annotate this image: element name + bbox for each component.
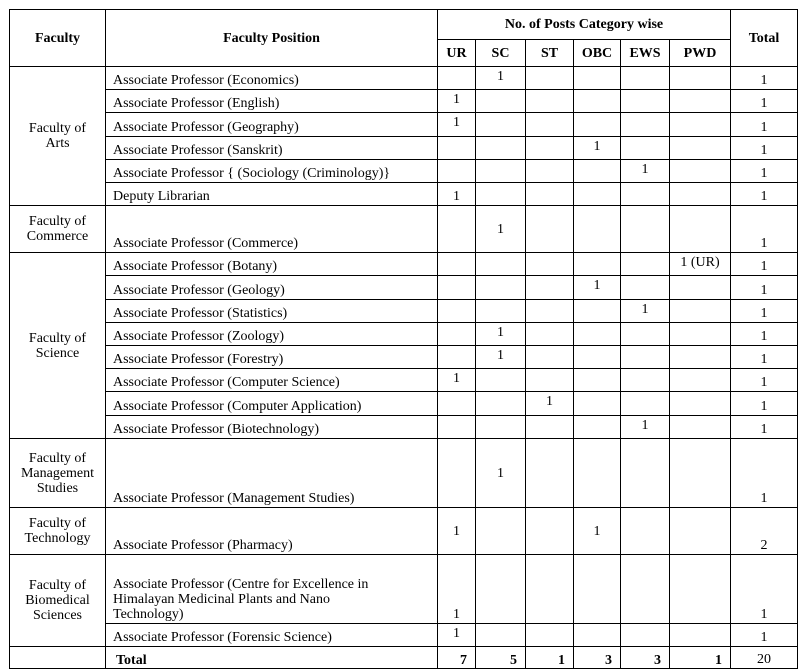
cell-total: 1 xyxy=(731,90,798,113)
cell-sc: 1 xyxy=(476,323,526,346)
cell-ur xyxy=(438,300,476,323)
cell-pwd xyxy=(670,160,731,183)
cell-obc xyxy=(574,206,621,253)
position-cell: Associate Professor (English) xyxy=(106,90,438,113)
cell-obc xyxy=(574,67,621,90)
cell-ur: 1 xyxy=(438,90,476,113)
cell-sc: 1 xyxy=(476,206,526,253)
cell-obc: 1 xyxy=(574,137,621,160)
cell-ews xyxy=(621,323,670,346)
cell-ur xyxy=(438,206,476,253)
cell-total: 1 xyxy=(731,276,798,300)
total-ur: 7 xyxy=(438,647,476,669)
cell-sc xyxy=(476,276,526,300)
cell-pwd xyxy=(670,439,731,508)
position-cell: Associate Professor (Commerce) xyxy=(106,206,438,253)
position-cell: Associate Professor (Economics) xyxy=(106,67,438,90)
cell-sc: 1 xyxy=(476,67,526,90)
cell-ur xyxy=(438,439,476,508)
cell-st xyxy=(526,439,574,508)
cell-st xyxy=(526,346,574,369)
cell-st xyxy=(526,416,574,439)
header-category-obc: OBC xyxy=(574,40,621,67)
cell-total: 1 xyxy=(731,67,798,90)
position-cell: Associate Professor (Sanskrit) xyxy=(106,137,438,160)
cell-ews: 1 xyxy=(621,300,670,323)
cell-ur: 1 xyxy=(438,183,476,206)
table-row xyxy=(10,183,798,206)
cell-ews: 1 xyxy=(621,160,670,183)
cell-ews xyxy=(621,183,670,206)
faculty-cell-technology: Faculty of Technology xyxy=(10,508,106,555)
cell-obc xyxy=(574,439,621,508)
cell-total: 1 xyxy=(731,555,798,624)
cell-total: 1 xyxy=(731,323,798,346)
table-row xyxy=(10,439,798,508)
cell-ur: 1 xyxy=(438,624,476,647)
position-cell: Associate Professor (Centre for Excellence in Himalayan Medicinal Plants and Nano Technology) xyxy=(106,555,438,624)
cell-obc xyxy=(574,323,621,346)
position-cell: Associate Professor (Pharmacy) xyxy=(106,508,438,555)
cell-pwd xyxy=(670,323,731,346)
cell-pwd xyxy=(670,113,731,137)
cell-pwd xyxy=(670,508,731,555)
cell-obc xyxy=(574,369,621,392)
table-row xyxy=(10,369,798,392)
cell-ur xyxy=(438,323,476,346)
cell-obc xyxy=(574,346,621,369)
faculty-cell-biomedical: Faculty of Biomedical Sciences xyxy=(10,555,106,647)
cell-ur xyxy=(438,67,476,90)
cell-st xyxy=(526,113,574,137)
cell-st xyxy=(526,624,574,647)
cell-sc xyxy=(476,624,526,647)
cell-sc xyxy=(476,392,526,416)
position-cell: Associate Professor (Management Studies) xyxy=(106,439,438,508)
cell-sc: 1 xyxy=(476,346,526,369)
grand-total: 20 xyxy=(731,647,798,669)
cell-sc xyxy=(476,508,526,555)
cell-ews xyxy=(621,508,670,555)
faculty-cell-science: Faculty of Science xyxy=(10,253,106,439)
total-pwd: 1 xyxy=(670,647,731,669)
position-cell: Associate Professor (Computer Science) xyxy=(106,369,438,392)
header-category-st: ST xyxy=(526,40,574,67)
cell-sc xyxy=(476,300,526,323)
cell-ews xyxy=(621,369,670,392)
cell-st xyxy=(526,323,574,346)
cell-pwd xyxy=(670,555,731,624)
cell-sc xyxy=(476,369,526,392)
cell-pwd xyxy=(670,90,731,113)
cell-st xyxy=(526,67,574,90)
cell-total: 1 xyxy=(731,346,798,369)
cell-total: 1 xyxy=(731,439,798,508)
cell-total: 1 xyxy=(731,137,798,160)
cell-st xyxy=(526,508,574,555)
cell-sc xyxy=(476,137,526,160)
cell-obc xyxy=(574,300,621,323)
table-row xyxy=(10,90,798,113)
header-category-ur: UR xyxy=(438,40,476,67)
header-faculty-position: Faculty Position xyxy=(106,10,438,67)
total-obc: 3 xyxy=(574,647,621,669)
cell-st xyxy=(526,369,574,392)
cell-obc xyxy=(574,183,621,206)
total-row xyxy=(10,647,798,669)
position-cell: Associate Professor (Biotechnology) xyxy=(106,416,438,439)
cell-pwd xyxy=(670,300,731,323)
position-cell: Associate Professor (Computer Application) xyxy=(106,392,438,416)
table-row xyxy=(10,67,798,90)
cell-ur: 1 xyxy=(438,113,476,137)
table-row xyxy=(10,555,798,624)
cell-obc xyxy=(574,90,621,113)
cell-obc xyxy=(574,392,621,416)
cell-sc xyxy=(476,555,526,624)
table-row xyxy=(10,624,798,647)
cell-obc: 1 xyxy=(574,508,621,555)
faculty-cell-arts: Faculty of Arts xyxy=(10,67,106,206)
cell-pwd xyxy=(670,183,731,206)
position-cell: Associate Professor (Forensic Science) xyxy=(106,624,438,647)
cell-ur xyxy=(438,276,476,300)
cell-obc xyxy=(574,253,621,276)
cell-pwd xyxy=(670,346,731,369)
cell-total: 1 xyxy=(731,624,798,647)
total-st: 1 xyxy=(526,647,574,669)
cell-ur: 1 xyxy=(438,508,476,555)
cell-sc xyxy=(476,416,526,439)
faculty-cell-management: Faculty of Management Studies xyxy=(10,439,106,508)
header-faculty: Faculty xyxy=(10,10,106,67)
position-cell: Deputy Librarian xyxy=(106,183,438,206)
cell-pwd xyxy=(670,369,731,392)
table-row xyxy=(10,206,798,253)
table-row xyxy=(10,113,798,137)
cell-st xyxy=(526,206,574,253)
position-cell: Associate Professor { (Sociology (Criminology)} xyxy=(106,160,438,183)
cell-obc xyxy=(574,160,621,183)
cell-total: 1 xyxy=(731,113,798,137)
cell-sc xyxy=(476,253,526,276)
position-cell: Associate Professor (Forestry) xyxy=(106,346,438,369)
cell-st xyxy=(526,276,574,300)
cell-sc xyxy=(476,113,526,137)
cell-ur xyxy=(438,253,476,276)
cell-total: 2 xyxy=(731,508,798,555)
position-cell: Associate Professor (Zoology) xyxy=(106,323,438,346)
cell-pwd xyxy=(670,416,731,439)
position-cell: Associate Professor (Statistics) xyxy=(106,300,438,323)
cell-st xyxy=(526,137,574,160)
cell-ur xyxy=(438,392,476,416)
cell-ews xyxy=(621,555,670,624)
cell-total: 1 xyxy=(731,392,798,416)
cell-st xyxy=(526,90,574,113)
cell-sc: 1 xyxy=(476,439,526,508)
cell-total: 1 xyxy=(731,416,798,439)
cell-ews: 1 xyxy=(621,416,670,439)
cell-obc: 1 xyxy=(574,276,621,300)
cell-ur xyxy=(438,137,476,160)
cell-pwd: 1 (UR) xyxy=(670,253,731,276)
cell-pwd xyxy=(670,624,731,647)
cell-pwd xyxy=(670,276,731,300)
cell-total: 1 xyxy=(731,253,798,276)
cell-sc xyxy=(476,183,526,206)
cell-pwd xyxy=(670,137,731,160)
total-sc: 5 xyxy=(476,647,526,669)
cell-ews xyxy=(621,90,670,113)
cell-obc xyxy=(574,416,621,439)
cell-obc xyxy=(574,555,621,624)
table-row xyxy=(10,300,798,323)
cell-ur xyxy=(438,346,476,369)
table-row xyxy=(10,416,798,439)
cell-st xyxy=(526,555,574,624)
cell-ews xyxy=(621,276,670,300)
table-row xyxy=(10,323,798,346)
cell-ews xyxy=(621,67,670,90)
cell-total: 1 xyxy=(731,300,798,323)
cell-ur: 1 xyxy=(438,555,476,624)
header-posts-category-wise: No. of Posts Category wise xyxy=(438,10,731,40)
faculty-posts-table xyxy=(9,9,798,669)
faculty-cell-commerce: Faculty of Commerce xyxy=(10,206,106,253)
cell-sc xyxy=(476,160,526,183)
cell-pwd xyxy=(670,67,731,90)
cell-ews xyxy=(621,439,670,508)
header-total: Total xyxy=(731,10,798,67)
cell-ews xyxy=(621,624,670,647)
cell-ur xyxy=(438,416,476,439)
cell-ews xyxy=(621,346,670,369)
cell-st xyxy=(526,160,574,183)
cell-total: 1 xyxy=(731,206,798,253)
cell-obc xyxy=(574,624,621,647)
cell-total: 1 xyxy=(731,160,798,183)
table-row xyxy=(10,392,798,416)
table-row xyxy=(10,160,798,183)
cell-st xyxy=(526,300,574,323)
cell-ews xyxy=(621,113,670,137)
cell-pwd xyxy=(670,206,731,253)
cell-st xyxy=(526,253,574,276)
cell-total: 1 xyxy=(731,369,798,392)
cell-ews xyxy=(621,137,670,160)
table-row xyxy=(10,276,798,300)
cell-ur: 1 xyxy=(438,369,476,392)
cell-st xyxy=(526,183,574,206)
table-row xyxy=(10,253,798,276)
cell-obc xyxy=(574,113,621,137)
cell-ews xyxy=(621,253,670,276)
cell-st: 1 xyxy=(526,392,574,416)
total-label: Total xyxy=(106,647,438,669)
header-category-pwd: PWD xyxy=(670,40,731,67)
total-row-blank xyxy=(10,647,106,669)
table-row xyxy=(10,137,798,160)
cell-ews xyxy=(621,392,670,416)
position-cell: Associate Professor (Botany) xyxy=(106,253,438,276)
header-category-ews: EWS xyxy=(621,40,670,67)
position-cell: Associate Professor (Geology) xyxy=(106,276,438,300)
total-ews: 3 xyxy=(621,647,670,669)
cell-ur xyxy=(438,160,476,183)
cell-ews xyxy=(621,206,670,253)
position-cell: Associate Professor (Geography) xyxy=(106,113,438,137)
cell-pwd xyxy=(670,392,731,416)
cell-total: 1 xyxy=(731,183,798,206)
cell-sc xyxy=(476,90,526,113)
table-row xyxy=(10,508,798,555)
table-row xyxy=(10,346,798,369)
header-category-sc: SC xyxy=(476,40,526,67)
